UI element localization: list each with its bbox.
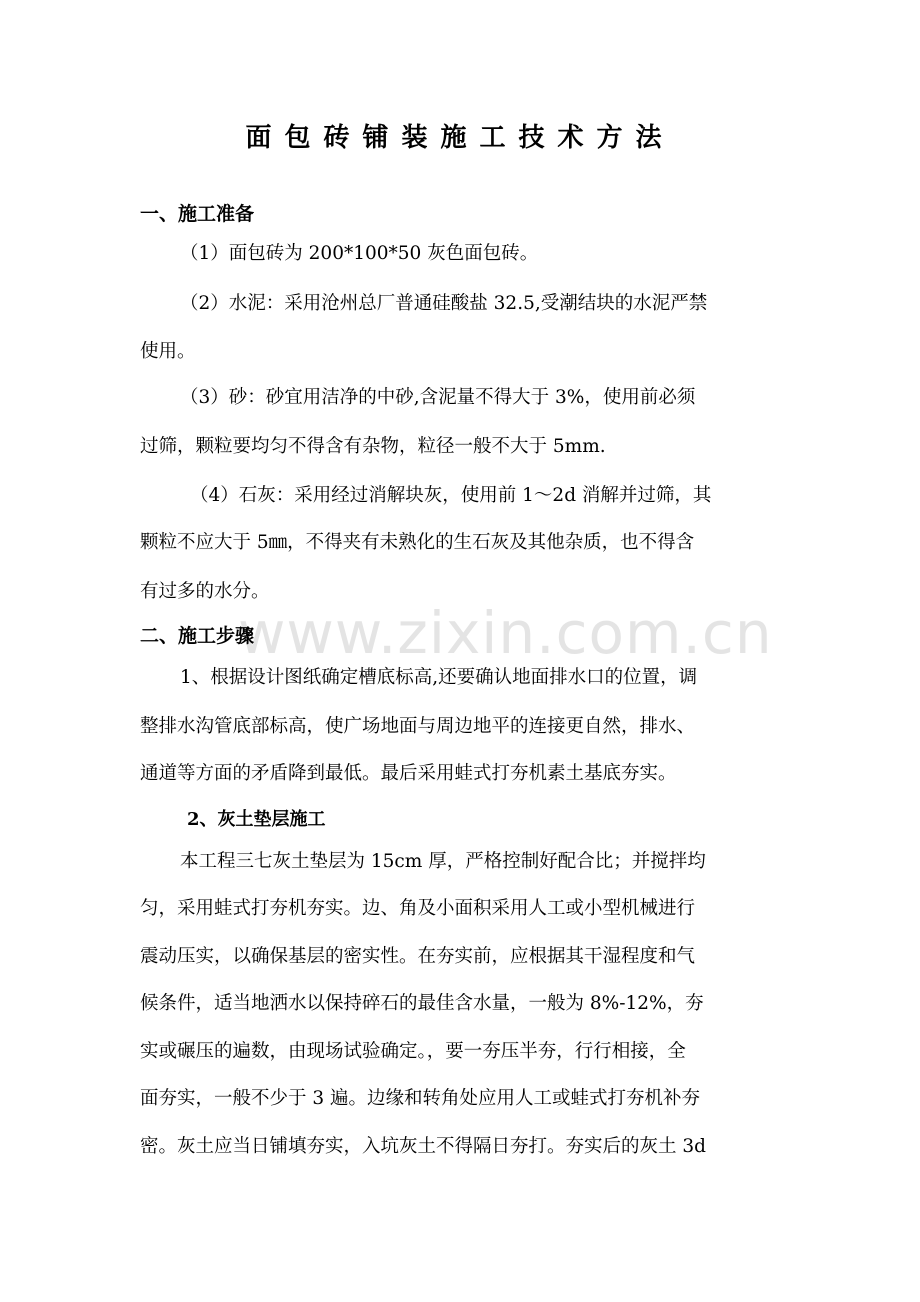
paragraph-line: 震动压实，以确保基层的密实性。在夯实前，应根据其干湿程度和气 bbox=[140, 946, 696, 967]
paragraph-line: （2）水泥：采用沧州总厂普通硅酸盐 32.5,受潮结块的水泥严禁 bbox=[180, 293, 708, 314]
paragraph-line: （3）砂：砂宜用洁净的中砂,含泥量不得大于 3%，使用前必须 bbox=[180, 387, 696, 408]
paragraph-line: 本工程三七灰土垫层为 15cm 厚，严格控制好配合比；并搅拌均 bbox=[180, 851, 706, 872]
paragraph-line: 实或碾压的遍数，由现场试验确定。，要一夯压半夯，行行相接，全 bbox=[140, 1041, 686, 1062]
paragraph-line: 有过多的水分。 bbox=[140, 581, 270, 602]
paragraph-line: 通道等方面的矛盾降到最低。最后采用蛙式打夯机素土基底夯实。 bbox=[140, 763, 677, 784]
paragraph-line: 面夯实，一般不少于 3 遍。边缘和转角处应用人工或蛙式打夯机补夯 bbox=[140, 1088, 701, 1109]
watermark-text: www.zixin.com.cn bbox=[238, 599, 773, 667]
paragraph-line: 1、根据设计图纸确定槽底标高,还要确认地面排水口的位置，调 bbox=[180, 667, 698, 688]
paragraph-line: 颗粒不应大于 5㎜，不得夹有未熟化的生石灰及其他杂质，也不得含 bbox=[140, 532, 695, 553]
paragraph-line: 使用。 bbox=[140, 341, 196, 362]
paragraph-line: 整排水沟管底部标高，使广场地面与周边地平的连接更自然，排水、 bbox=[140, 716, 696, 737]
subheading-lime-soil: 2、灰土垫层施工 bbox=[187, 809, 326, 830]
paragraph-line: 候条件，适当地洒水以保持碎石的最佳含水量，一般为 8%-12%，夯 bbox=[140, 993, 704, 1014]
paragraph-line: （1）面包砖为 200*100*50 灰色面包砖。 bbox=[180, 243, 539, 264]
paragraph-line: 密。灰土应当日铺填夯实，入坑灰土不得隔日夯打。夯实后的灰土 3d bbox=[140, 1136, 706, 1157]
paragraph-line: 过筛，颗粒要均匀不得含有杂物，粒径一般不大于 5mm. bbox=[140, 436, 606, 457]
section-heading-preparation: 一、施工准备 bbox=[140, 203, 255, 225]
paragraph-line: 匀，采用蛙式打夯机夯实。边、角及小面积采用人工或小型机械进行 bbox=[140, 898, 696, 919]
paragraph-line: （4）石灰：采用经过消解块灰，使用前 1～2d 消解并过筛，其 bbox=[190, 485, 712, 506]
document-title: 面包砖铺装施工技术方法 bbox=[245, 123, 675, 153]
section-heading-steps: 二、施工步骤 bbox=[140, 625, 255, 647]
